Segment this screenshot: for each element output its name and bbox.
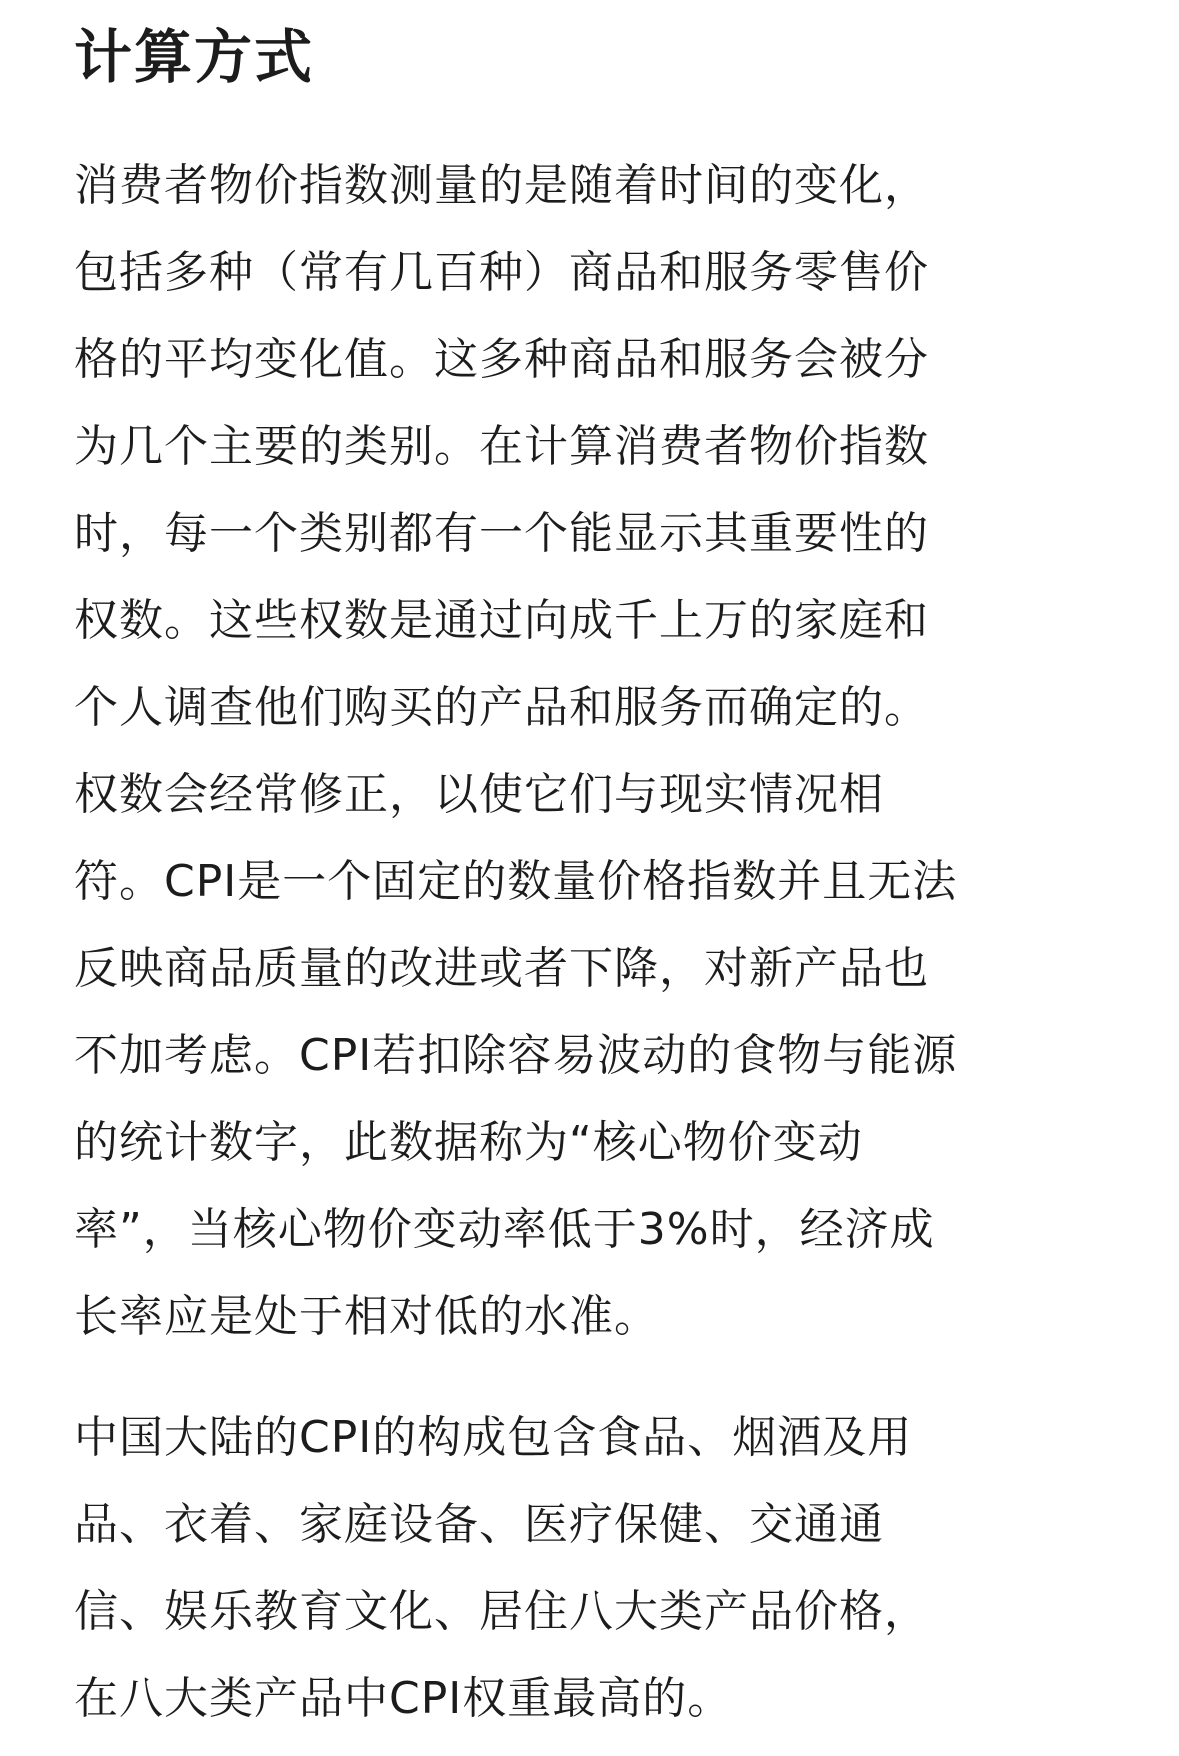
text-line: 消费者物价指数测量的是随着时间的变化，	[74, 160, 929, 211]
paragraph-china-cpi	[74, 1394, 1119, 1742]
text-line: 个人调查他们购买的产品和服务而确定的。	[74, 682, 929, 733]
text-line: 权数会经常修正，以使它们与现实情况相	[74, 769, 884, 820]
text-line: 在八大类产品中CPI权重最高的。	[74, 1673, 733, 1724]
text-line: 时，每一个类别都有一个能显示其重要性的	[74, 508, 929, 559]
text-line: 符。CPI是一个固定的数量价格指数并且无法	[74, 856, 958, 907]
text-line: 的统计数字，此数据称为“核心物价变动	[74, 1117, 863, 1168]
section-heading: 计算方式	[74, 23, 315, 91]
text-line: 包括多种（常有几百种）商品和服务零售价	[74, 247, 929, 298]
text-line: 长率应是处于相对低的水准。	[74, 1291, 659, 1342]
text-line: 中国大陆的CPI的构成包含食品、烟酒及用	[74, 1412, 913, 1463]
text-line: 不加考虑。CPI若扣除容易波动的食物与能源	[74, 1030, 958, 1081]
text-line: 格的平均变化值。这多种商品和服务会被分	[74, 334, 929, 385]
paragraph-calculation	[74, 142, 1119, 1360]
text-line: 为几个主要的类别。在计算消费者物价指数	[74, 421, 929, 472]
text-line: 信、娱乐教育文化、居住八大类产品价格，	[74, 1586, 929, 1637]
text-line: 品、衣着、家庭设备、医疗保健、交通通	[74, 1499, 884, 1550]
text-line: 反映商品质量的改进或者下降，对新产品也	[74, 943, 929, 994]
text-line: 权数。这些权数是通过向成千上万的家庭和	[74, 595, 929, 646]
text-line: 率”，当核心物价变动率低于3%时，经济成	[74, 1204, 935, 1255]
